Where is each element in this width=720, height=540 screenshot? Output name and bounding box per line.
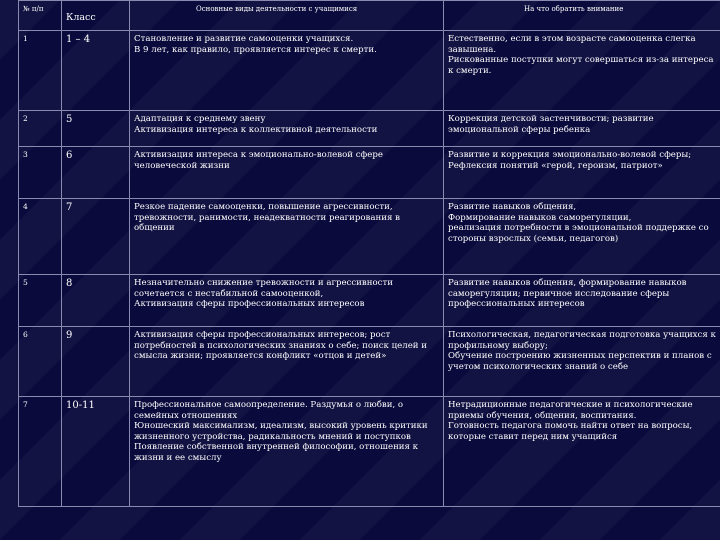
- attention-line: реализация потребности в эмоциональной поддержке со стороны взрослых (семьи, педагогов): [448, 223, 712, 244]
- activity-line: Незначительно снижение тревожности и агрессивности сочетается с нестабильной самооценкой,: [134, 278, 396, 299]
- row-attention: [444, 397, 720, 507]
- table-row: [19, 275, 720, 327]
- attention-line: завышена.: [448, 44, 497, 55]
- table-row: [19, 397, 720, 507]
- row-activity: [130, 147, 444, 199]
- row-num: 4: [19, 199, 62, 275]
- row-num: 6: [19, 327, 62, 397]
- activity-line: Профессиональное самоопределение. Раздумья о любви, о семейных отношениях: [134, 400, 406, 421]
- table-row: [19, 111, 720, 147]
- activity-line: Активизация сферы профессиональных интересов: [134, 299, 365, 310]
- row-activity: [130, 397, 444, 507]
- activity-line: Активизация интереса к эмоционально-волевой сфере человеческой жизни: [134, 150, 386, 171]
- row-activity: [130, 31, 444, 111]
- row-attention: [444, 199, 720, 275]
- table-row: [19, 147, 720, 199]
- row-grade: 6: [62, 147, 130, 199]
- row-grade: 10-11: [62, 397, 130, 507]
- header-activity: Основные виды деятельности с учащимися: [130, 1, 444, 31]
- activity-line: Адаптация к среднему звену: [134, 114, 266, 124]
- row-activity: [130, 327, 444, 397]
- table-row: [19, 199, 720, 275]
- row-num: 3: [19, 147, 62, 199]
- table-row: [19, 31, 720, 111]
- row-attention: [444, 147, 720, 199]
- attention-line: Формирование навыков саморегуляции,: [448, 212, 632, 223]
- row-num: 2: [19, 111, 62, 147]
- row-attention: [444, 327, 720, 397]
- row-activity: [130, 199, 444, 275]
- row-num: 5: [19, 275, 62, 327]
- row-num: 1: [19, 31, 62, 111]
- row-attention: [444, 31, 720, 111]
- row-num: 7: [19, 397, 62, 507]
- row-activity: [130, 111, 444, 147]
- attention-line: Рискованные поступки могут совершаться из-за интереса к смерти.: [448, 55, 717, 76]
- header-attention: На что обратить внимание: [444, 1, 720, 31]
- attention-line: Коррекция детской застенчивости; развитие эмоциональной сферы ребенка: [448, 114, 657, 135]
- row-grade: 7: [62, 199, 130, 275]
- row-grade: 5: [62, 111, 130, 147]
- header-num: № п/п: [19, 1, 62, 31]
- attention-line: Психологическая, педагогическая подготовка учащихся к профильному выбору;: [448, 330, 719, 351]
- table-row: [19, 327, 720, 397]
- attention-line: Нетрадиционные педагогические и психологические приемы обучения, общения, воспитания.: [448, 400, 696, 421]
- attention-line: Развитие и коррекция эмоционально-волевой сферы;: [448, 150, 692, 160]
- attention-line: Обучение построению жизненных перспектив и планов с учетом психологических знаний о себе: [448, 351, 715, 372]
- attention-line: Рефлексия понятий «герой, героизм, патриот»: [448, 160, 663, 171]
- row-attention: [444, 111, 720, 147]
- age-activity-table: [18, 0, 720, 507]
- attention-line: Готовность педагога помочь найти ответ на вопросы, которые ставит перед ним учащийся: [448, 421, 695, 442]
- attention-line: Развитие навыков общения, формирование навыков саморегуляции; первичное исследование сферы профессиональных интересов: [448, 278, 690, 310]
- row-grade: 9: [62, 327, 130, 397]
- activity-line: Становление и развитие самооценки учащихся.: [134, 34, 354, 44]
- row-grade: 1 – 4: [62, 31, 130, 111]
- activity-line: Активизация сферы профессиональных интересов; рост потребностей в психологических знаниях о себе; поиск целей и смысла жизни; проявляется конфликт «отцов и детей»: [134, 330, 430, 362]
- table-header-row: [19, 1, 720, 31]
- row-activity: [130, 275, 444, 327]
- row-grade: 8: [62, 275, 130, 327]
- attention-line: Развитие навыков общения,: [448, 202, 577, 212]
- activity-line: Появление собственной внутренней философии, отношения к жизни и ее смыслу: [134, 442, 421, 463]
- activity-line: В 9 лет, как правило, проявляется интерес к смерти.: [134, 44, 377, 55]
- row-attention: [444, 275, 720, 327]
- activity-line: Резкое падение самооценки, повышение агрессивности, тревожности, ранимости, неадекватности реагирования в общении: [134, 202, 403, 234]
- attention-line: Естественно, если в этом возрасте самооценка слегка: [448, 34, 696, 44]
- activity-line: Юношеский максимализм, идеализм, высокий уровень критики жизненного устройства, радикальность мнений и поступков: [134, 421, 431, 442]
- header-grade: Класс: [62, 1, 130, 31]
- activity-line: Активизация интереса к коллективной деятельности: [134, 124, 378, 135]
